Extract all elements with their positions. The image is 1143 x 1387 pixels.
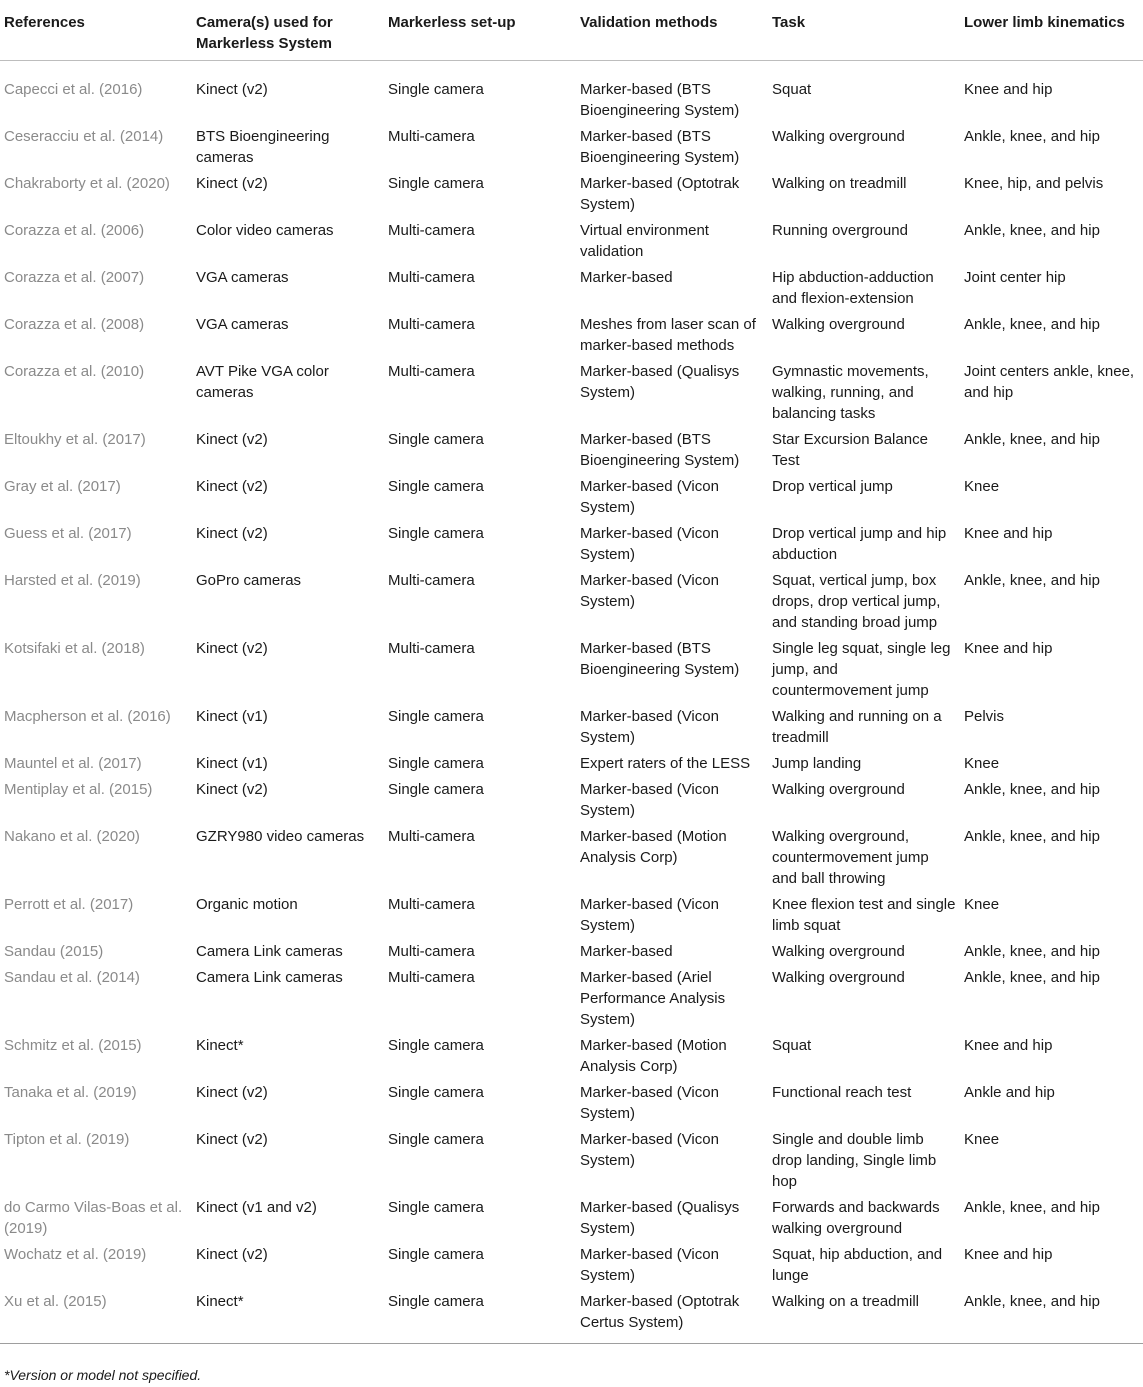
task-cell: Walking and running on a treadmill	[772, 708, 942, 746]
validation-cell: Marker-based (Qualisys System)	[580, 363, 740, 401]
kinematics-cell: Knee and hip	[964, 1246, 1053, 1263]
reference-cell: Sandau et al. (2014)	[4, 969, 140, 986]
table-row	[0, 61, 1143, 123]
kinematics-cell: Ankle and hip	[964, 1084, 1055, 1101]
table-row	[0, 425, 1143, 472]
reference-cell: Gray et al. (2017)	[4, 478, 121, 495]
camera-cell: Camera Link cameras	[196, 969, 343, 986]
table-row	[0, 749, 1143, 775]
setup-cell: Single camera	[384, 1287, 576, 1344]
camera-cell: Kinect (v2)	[196, 175, 268, 192]
table-row	[0, 1125, 1143, 1193]
header-validation: Validation methods	[576, 0, 768, 61]
task-cell: Forwards and backwards walking overground	[772, 1199, 940, 1237]
camera-cell: Kinect (v1)	[196, 708, 268, 725]
setup-cell: Single camera	[388, 525, 484, 542]
task-cell: Squat, vertical jump, box drops, drop vertical jump, and standing broad jump	[772, 572, 941, 631]
validation-cell: Marker-based (Vicon System)	[580, 525, 719, 563]
setup-cell: Single camera	[388, 1246, 484, 1263]
validation-cell: Marker-based (Optotrak Certus System)	[576, 1287, 768, 1344]
header-setup: Markerless set-up	[384, 0, 576, 61]
setup-cell: Multi-camera	[388, 363, 475, 380]
reference-cell: Wochatz et al. (2019)	[4, 1246, 147, 1263]
table-row	[0, 519, 1143, 566]
camera-cell: Kinect (v2)	[196, 1246, 268, 1263]
table-row	[0, 634, 1143, 702]
task-cell: Knee flexion test and single limb squat	[772, 896, 956, 934]
validation-cell: Marker-based (Qualisys System)	[580, 1199, 740, 1237]
reference-cell: Corazza et al. (2010)	[4, 363, 145, 380]
reference-cell: Corazza et al. (2007)	[4, 269, 145, 286]
task-cell: Walking overground	[772, 128, 905, 145]
kinematics-cell: Ankle, knee, and hip	[964, 316, 1100, 333]
reference-cell: Capecci et al. (2016)	[4, 81, 143, 98]
reference-cell: do Carmo Vilas-Boas et al. (2019)	[4, 1199, 183, 1237]
kinematics-cell: Knee	[964, 755, 1000, 772]
validation-cell: Marker-based (Vicon System)	[580, 1084, 719, 1122]
reference-cell: Macpherson et al. (2016)	[4, 708, 171, 725]
camera-cell: BTS Bioengineering cameras	[196, 128, 330, 166]
task-cell: Walking overground	[772, 969, 905, 986]
table-row	[0, 702, 1143, 749]
table-row	[0, 890, 1143, 937]
camera-cell: Kinect (v1 and v2)	[196, 1199, 317, 1216]
table-row	[0, 472, 1143, 519]
reference-cell: Guess et al. (2017)	[4, 525, 132, 542]
table-row	[0, 169, 1143, 216]
validation-cell: Marker-based (BTS Bioengineering System)	[580, 81, 740, 119]
reference-cell: Nakano et al. (2020)	[4, 828, 140, 845]
validation-cell: Virtual environment validation	[580, 222, 709, 260]
task-cell: Walking overground	[772, 316, 905, 333]
kinematics-cell: Ankle, knee, and hip	[964, 969, 1100, 986]
table-row	[0, 216, 1143, 263]
kinematics-cell: Ankle, knee, and hip	[964, 943, 1100, 960]
setup-cell: Multi-camera	[388, 943, 475, 960]
camera-cell: GoPro cameras	[196, 572, 302, 589]
task-cell: Walking on treadmill	[772, 175, 907, 192]
table-row	[0, 1031, 1143, 1078]
kinematics-cell: Joint center hip	[964, 269, 1066, 286]
task-cell: Star Excursion Balance Test	[772, 431, 928, 469]
camera-cell: Camera Link cameras	[196, 943, 343, 960]
task-cell: Squat	[772, 81, 812, 98]
validation-cell: Marker-based (BTS Bioengineering System)	[580, 128, 740, 166]
setup-cell: Multi-camera	[388, 128, 475, 145]
task-cell: Functional reach test	[772, 1084, 912, 1101]
kinematics-cell: Ankle, knee, and hip	[964, 222, 1100, 239]
setup-cell: Single camera	[388, 81, 484, 98]
setup-cell: Single camera	[388, 1199, 484, 1216]
task-cell: Running overground	[772, 222, 908, 239]
reference-cell: Mauntel et al. (2017)	[4, 755, 142, 772]
kinematics-cell: Knee and hip	[964, 81, 1053, 98]
camera-cell: Kinect*	[192, 1287, 384, 1344]
header-cameras: Camera(s) used for Markerless System	[192, 0, 384, 61]
validation-cell: Marker-based	[580, 943, 673, 960]
camera-cell: GZRY980 video cameras	[196, 828, 365, 845]
validation-cell: Marker-based (Vicon System)	[580, 572, 719, 610]
setup-cell: Single camera	[388, 431, 484, 448]
reference-cell: Mentiplay et al. (2015)	[4, 781, 153, 798]
setup-cell: Multi-camera	[388, 828, 475, 845]
camera-cell: VGA cameras	[196, 269, 289, 286]
setup-cell: Single camera	[388, 755, 484, 772]
reference-cell: Chakraborty et al. (2020)	[4, 175, 170, 192]
header-kinematics: Lower limb kinematics	[960, 0, 1143, 61]
kinematics-cell: Ankle, knee, and hip	[964, 828, 1100, 845]
header-row	[0, 0, 1143, 61]
reference-cell: Corazza et al. (2008)	[4, 316, 145, 333]
camera-cell: Kinect*	[196, 1037, 244, 1054]
table-body	[0, 61, 1143, 1344]
setup-cell: Single camera	[388, 1131, 484, 1148]
validation-cell: Marker-based (Vicon System)	[580, 1246, 719, 1284]
setup-cell: Single camera	[388, 1084, 484, 1101]
validation-cell: Marker-based (Vicon System)	[580, 478, 719, 516]
task-cell: Walking overground	[772, 943, 905, 960]
task-cell: Single and double limb drop landing, Single limb hop	[772, 1131, 937, 1190]
camera-cell: Kinect (v2)	[196, 640, 268, 657]
camera-cell: Kinect (v2)	[196, 81, 268, 98]
validation-cell: Marker-based	[580, 269, 673, 286]
task-cell: Walking overground	[772, 781, 905, 798]
table-row	[0, 963, 1143, 1031]
reference-cell: Ceseracciu et al. (2014)	[4, 128, 164, 145]
kinematics-cell: Knee	[964, 1131, 1000, 1148]
reference-cell: Sandau (2015)	[4, 943, 104, 960]
setup-cell: Single camera	[388, 781, 484, 798]
table-row	[0, 263, 1143, 310]
camera-cell: Kinect (v2)	[196, 431, 268, 448]
validation-cell: Marker-based (Vicon System)	[580, 781, 719, 819]
table-row	[0, 775, 1143, 822]
camera-cell: VGA cameras	[196, 316, 289, 333]
table-row	[0, 1078, 1143, 1125]
validation-cell: Marker-based (Motion Analysis Corp)	[580, 828, 727, 866]
validation-cell: Marker-based (Ariel Performance Analysis System)	[580, 969, 726, 1028]
task-cell: Gymnastic movements, walking, running, and balancing tasks	[772, 363, 929, 422]
task-cell: Squat, hip abduction, and lunge	[772, 1246, 943, 1284]
setup-cell: Multi-camera	[388, 896, 475, 913]
camera-cell: Organic motion	[196, 896, 298, 913]
setup-cell: Single camera	[388, 1037, 484, 1054]
reference-cell: Harsted et al. (2019)	[4, 572, 141, 589]
validation-cell: Marker-based (Vicon System)	[580, 1131, 719, 1169]
table-row	[0, 122, 1143, 169]
kinematics-cell: Ankle, knee, and hip	[964, 572, 1100, 589]
table-row	[0, 357, 1143, 425]
camera-cell: Kinect (v2)	[196, 478, 268, 495]
kinematics-cell: Knee	[964, 896, 1000, 913]
table-row	[0, 1240, 1143, 1287]
camera-cell: Kinect (v2)	[196, 525, 268, 542]
camera-cell: Color video cameras	[196, 222, 334, 239]
kinematics-cell: Ankle, knee, and hip	[964, 128, 1100, 145]
camera-cell: Kinect (v1)	[196, 755, 268, 772]
validation-cell: Expert raters of the LESS	[580, 755, 751, 772]
reference-cell: Perrott et al. (2017)	[4, 896, 134, 913]
reference-cell: Tanaka et al. (2019)	[4, 1084, 137, 1101]
task-cell: Squat	[772, 1037, 812, 1054]
setup-cell: Multi-camera	[388, 572, 475, 589]
reference-cell: Xu et al. (2015)	[0, 1287, 192, 1344]
setup-cell: Multi-camera	[388, 640, 475, 657]
task-cell: Drop vertical jump and hip abduction	[772, 525, 947, 563]
table-row	[0, 310, 1143, 357]
setup-cell: Multi-camera	[388, 269, 475, 286]
reference-cell: Kotsifaki et al. (2018)	[4, 640, 145, 657]
validation-cell: Marker-based (Optotrak System)	[580, 175, 740, 213]
table-row	[0, 822, 1143, 890]
setup-cell: Single camera	[388, 175, 484, 192]
table-footnote: *Version or model not specified.	[4, 1367, 202, 1383]
camera-cell: Kinect (v2)	[196, 1131, 268, 1148]
setup-cell: Single camera	[388, 478, 484, 495]
reference-cell: Corazza et al. (2006)	[4, 222, 145, 239]
task-cell: Walking on a treadmill	[768, 1287, 960, 1344]
table-row	[0, 566, 1143, 634]
kinematics-cell: Knee	[964, 478, 1000, 495]
reference-cell: Tipton et al. (2019)	[4, 1131, 130, 1148]
task-cell: Single leg squat, single leg jump, and countermovement jump	[772, 640, 951, 699]
camera-cell: AVT Pike VGA color cameras	[196, 363, 329, 401]
camera-cell: Kinect (v2)	[196, 781, 268, 798]
setup-cell: Multi-camera	[388, 222, 475, 239]
kinematics-cell: Ankle, knee, and hip	[964, 431, 1100, 448]
kinematics-cell: Knee and hip	[964, 525, 1053, 542]
kinematics-cell: Ankle, knee, and hip	[964, 781, 1100, 798]
header-task: Task	[768, 0, 960, 61]
task-cell: Drop vertical jump	[772, 478, 893, 495]
validation-cell: Marker-based (BTS Bioengineering System)	[580, 640, 740, 678]
validation-cell: Meshes from laser scan of marker-based methods	[580, 316, 756, 354]
kinematics-cell: Joint centers ankle, knee, and hip	[964, 363, 1135, 401]
kinematics-cell: Knee, hip, and pelvis	[964, 175, 1104, 192]
kinematics-cell: Knee and hip	[964, 640, 1053, 657]
kinematics-cell: Pelvis	[964, 708, 1005, 725]
table-row	[0, 1193, 1143, 1240]
header-references: References	[0, 0, 192, 61]
setup-cell: Multi-camera	[388, 969, 475, 986]
reference-cell: Eltoukhy et al. (2017)	[4, 431, 146, 448]
table-row	[0, 937, 1143, 963]
setup-cell: Single camera	[388, 708, 484, 725]
kinematics-cell: Knee and hip	[964, 1037, 1053, 1054]
task-cell: Jump landing	[772, 755, 862, 772]
setup-cell: Multi-camera	[388, 316, 475, 333]
task-cell: Walking overground, countermovement jump and ball throwing	[772, 828, 929, 887]
camera-cell: Kinect (v2)	[196, 1084, 268, 1101]
task-cell: Hip abduction-adduction and flexion-extension	[772, 269, 934, 307]
kinematics-cell: Ankle, knee, and hip	[960, 1287, 1143, 1344]
validation-cell: Marker-based (BTS Bioengineering System)	[580, 431, 740, 469]
table-row	[0, 1287, 1143, 1344]
validation-cell: Marker-based (Vicon System)	[580, 708, 719, 746]
validation-cell: Marker-based (Vicon System)	[580, 896, 719, 934]
kinematics-cell: Ankle, knee, and hip	[964, 1199, 1100, 1216]
validation-cell: Marker-based (Motion Analysis Corp)	[580, 1037, 727, 1075]
reference-cell: Schmitz et al. (2015)	[4, 1037, 142, 1054]
